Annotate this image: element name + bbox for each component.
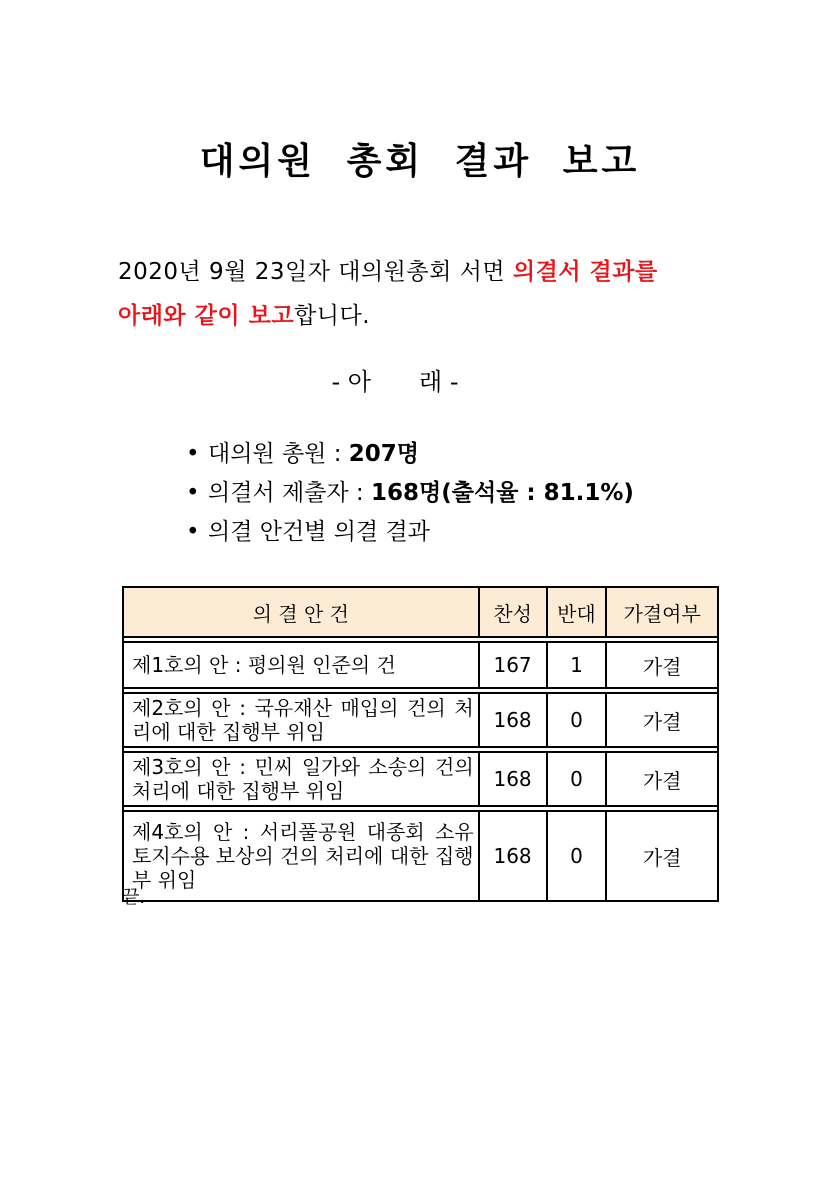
- bullet-label: 의결 안건별 의결 결과: [208, 519, 430, 545]
- bullet-label: 의결서 제출자 :: [208, 480, 371, 506]
- table-row: [123, 693, 718, 747]
- intro-highlight-1: 의결서 결과를: [512, 259, 658, 285]
- bullet-value: 207명: [348, 441, 420, 467]
- table-header-row: [123, 587, 718, 637]
- yes-cell: 168: [479, 693, 547, 747]
- no-cell: 0: [547, 752, 607, 806]
- yes-cell: 168: [479, 811, 547, 901]
- resolution-table: [122, 586, 719, 902]
- item-cell: 제2호의 안 : 국유재산 매입의 건의 처리에 대한 집행부 위임: [123, 693, 479, 747]
- bullet-icon: •: [186, 480, 200, 506]
- yes-cell: 168: [479, 752, 547, 806]
- intro-text-end: 합니다.: [294, 303, 371, 329]
- header-result: 가결여부: [606, 587, 718, 637]
- item-cell: 제3호의 안 : 민씨 일가와 소송의 건의 처리에 대한 집행부 위임: [123, 752, 479, 806]
- list-item: [186, 435, 634, 474]
- header-no: 반대: [547, 587, 607, 637]
- yes-cell: 167: [479, 642, 547, 688]
- result-cell: 가결: [606, 642, 718, 688]
- summary-list: [186, 435, 634, 552]
- result-cell: 가결: [606, 752, 718, 806]
- bullet-label: 대의원 총원 :: [208, 441, 349, 467]
- intro-paragraph: [118, 250, 738, 338]
- bullet-icon: •: [186, 441, 200, 467]
- below-heading-left: - 아: [331, 368, 371, 396]
- list-item: [186, 474, 634, 513]
- item-cell: 제4호의 안 : 서리풀공원 대종회 소유 토지수용 보상의 건의 처리에 대한 집행부 위임: [123, 811, 479, 901]
- result-cell: 가결: [606, 811, 718, 901]
- bullet-value: 168명(출석율 : 81.1%): [371, 480, 634, 506]
- item-cell: 제1호의 안 : 평의원 인준의 건: [123, 642, 479, 688]
- table-row: [123, 642, 718, 688]
- below-heading: [0, 362, 790, 397]
- bullet-icon: •: [186, 519, 200, 545]
- end-mark: 끝.: [122, 887, 146, 908]
- document-title: 대의원 총회 결과 보고: [199, 141, 641, 182]
- header-item: 의 결 안 건: [123, 587, 479, 637]
- table-row: [123, 811, 718, 901]
- table-row: [123, 752, 718, 806]
- intro-highlight-2: 아래와 같이 보고: [118, 303, 295, 329]
- intro-text: 2020년 9월 23일자 대의원총회 서면: [118, 259, 513, 285]
- no-cell: 1: [547, 642, 607, 688]
- header-yes: 찬성: [479, 587, 547, 637]
- no-cell: 0: [547, 693, 607, 747]
- result-cell: 가결: [606, 693, 718, 747]
- below-heading-right: 래 -: [419, 368, 459, 396]
- list-item: [186, 513, 634, 552]
- no-cell: 0: [547, 811, 607, 901]
